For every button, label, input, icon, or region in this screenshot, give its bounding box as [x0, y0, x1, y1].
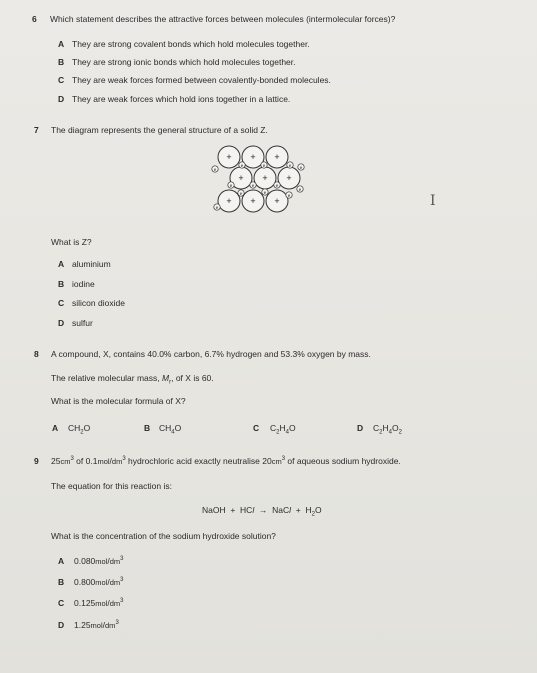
positive-ion-symbol-8: + — [250, 196, 256, 206]
electron-symbol-8: e — [275, 182, 279, 188]
electron-symbol-4: e — [288, 162, 292, 168]
q7-number: 7 — [34, 125, 39, 135]
electron-symbol-3: e — [262, 162, 266, 168]
q8-question: A compound, X, contains 40.0% carbon, 6.7% hydrogen and 53.3% oxygen by mass. — [51, 349, 371, 359]
q9-option-d-letter[interactable]: D — [58, 620, 65, 630]
q8-line2 — [51, 373, 214, 386]
q9-option-a-letter[interactable]: A — [58, 556, 65, 566]
q6-option-b-text[interactable]: They are strong ionic bonds which hold molecules together. — [72, 57, 296, 67]
electron-symbol-10: e — [239, 190, 243, 196]
q7-question: The diagram represents the general structure of a solid Z. — [51, 125, 268, 135]
positive-ion-symbol-7: + — [226, 196, 232, 206]
q8-option-c-text[interactable]: $C_2H_4O$ — [270, 423, 296, 436]
positive-ion-symbol-1: + — [226, 152, 232, 162]
q7-sub-question: What is Z? — [51, 237, 92, 247]
q6-option-d-text[interactable]: They are weak forces which hold ions together in a lattice. — [72, 94, 291, 104]
q8-option-d-letter[interactable]: D — [357, 423, 364, 433]
electron-symbol-6: e — [229, 182, 233, 188]
q8-option-d-text[interactable]: $C_2H_4O_2$ — [373, 423, 402, 436]
q6-option-a-letter[interactable]: A — [58, 39, 65, 49]
electron-symbol-13: e — [215, 204, 219, 210]
q6-number: 6 — [32, 14, 37, 24]
electron-symbol-1: e — [213, 166, 217, 172]
q6-option-d-letter[interactable]: D — [58, 94, 65, 104]
electron-symbol-12: e — [287, 192, 291, 198]
q7-option-d-letter[interactable]: D — [58, 318, 65, 328]
electron-symbol-11: e — [263, 189, 267, 195]
positive-ion-symbol-2: + — [250, 152, 256, 162]
electron-symbol-9: e — [298, 186, 302, 192]
positive-ion-symbol-6: + — [286, 173, 292, 183]
q8-option-a-letter[interactable]: A — [52, 423, 59, 433]
q9-option-b-text[interactable]: $0.800mol/dm^3$ — [74, 577, 124, 587]
text-cursor-icon: Ⅰ — [430, 193, 436, 209]
positive-ion-symbol-5: + — [262, 173, 268, 183]
q9-line2: The equation for this reaction is: — [51, 481, 172, 491]
q7-option-b-text[interactable]: iodine — [72, 279, 95, 289]
q8-line3: What is the molecular formula of X? — [51, 396, 186, 406]
q9-option-d-text[interactable]: $1.25mol/dm^3$ — [74, 620, 119, 630]
q7-option-b-letter[interactable]: B — [58, 279, 65, 289]
q7-option-d-text[interactable]: sulfur — [72, 318, 93, 328]
q8-option-b-text[interactable]: $CH_4O$ — [159, 423, 182, 436]
q8-option-c-letter[interactable]: C — [253, 423, 260, 433]
q7-option-a-letter[interactable]: A — [58, 259, 65, 269]
q6-option-a-text[interactable]: They are strong covalent bonds which hold molecules together. — [72, 39, 310, 49]
solid-z-structure-diagram — [205, 145, 315, 225]
q9-line3: What is the concentration of the sodium hydroxide solution? — [51, 531, 276, 541]
q8-option-a-text[interactable]: $CH_2O$ — [68, 423, 91, 436]
electron-symbol-5: e — [299, 164, 303, 170]
q9-question: $25cm^3$ of $0.1mol/dm^3$ hydrochloric acid exactly neutralise $20cm^3$ of aqueous sodium hydroxide. — [51, 456, 401, 466]
q8-number: 8 — [34, 349, 39, 359]
q6-option-b-letter[interactable]: B — [58, 57, 65, 67]
q6-option-c-letter[interactable]: C — [58, 75, 65, 85]
positive-ion-symbol-4: + — [238, 173, 244, 183]
electron-symbol-2: e — [240, 162, 244, 168]
q6-question: Which statement describes the attractive forces between molecules (intermolecular forces)? — [50, 14, 396, 24]
q8-line2-text: The relative molecular mass, $M_r$, of X is 60. — [51, 373, 214, 386]
q9-option-b-letter[interactable]: B — [58, 577, 65, 587]
q9-option-a-text[interactable]: $0.080mol/dm^3$ — [74, 556, 124, 566]
positive-ion-symbol-3: + — [274, 152, 280, 162]
positive-ion-symbol-9: + — [274, 196, 280, 206]
q9-option-c-letter[interactable]: C — [58, 598, 65, 608]
q9-number: 9 — [34, 456, 39, 466]
q6-option-c-text[interactable]: They are weak forces formed between covalently-bonded molecules. — [72, 75, 331, 85]
q9-option-c-text[interactable]: $0.125mol/dm^3$ — [74, 598, 124, 608]
electron-symbol-7: e — [251, 182, 255, 188]
q8-option-b-letter[interactable]: B — [144, 423, 151, 433]
q7-option-c-letter[interactable]: C — [58, 298, 65, 308]
q9-equation: NaOH + HCl → NaCl + $H_2O$ — [202, 505, 322, 518]
q7-option-c-text[interactable]: silicon dioxide — [72, 298, 125, 308]
q7-option-a-text[interactable]: aluminium — [72, 259, 111, 269]
